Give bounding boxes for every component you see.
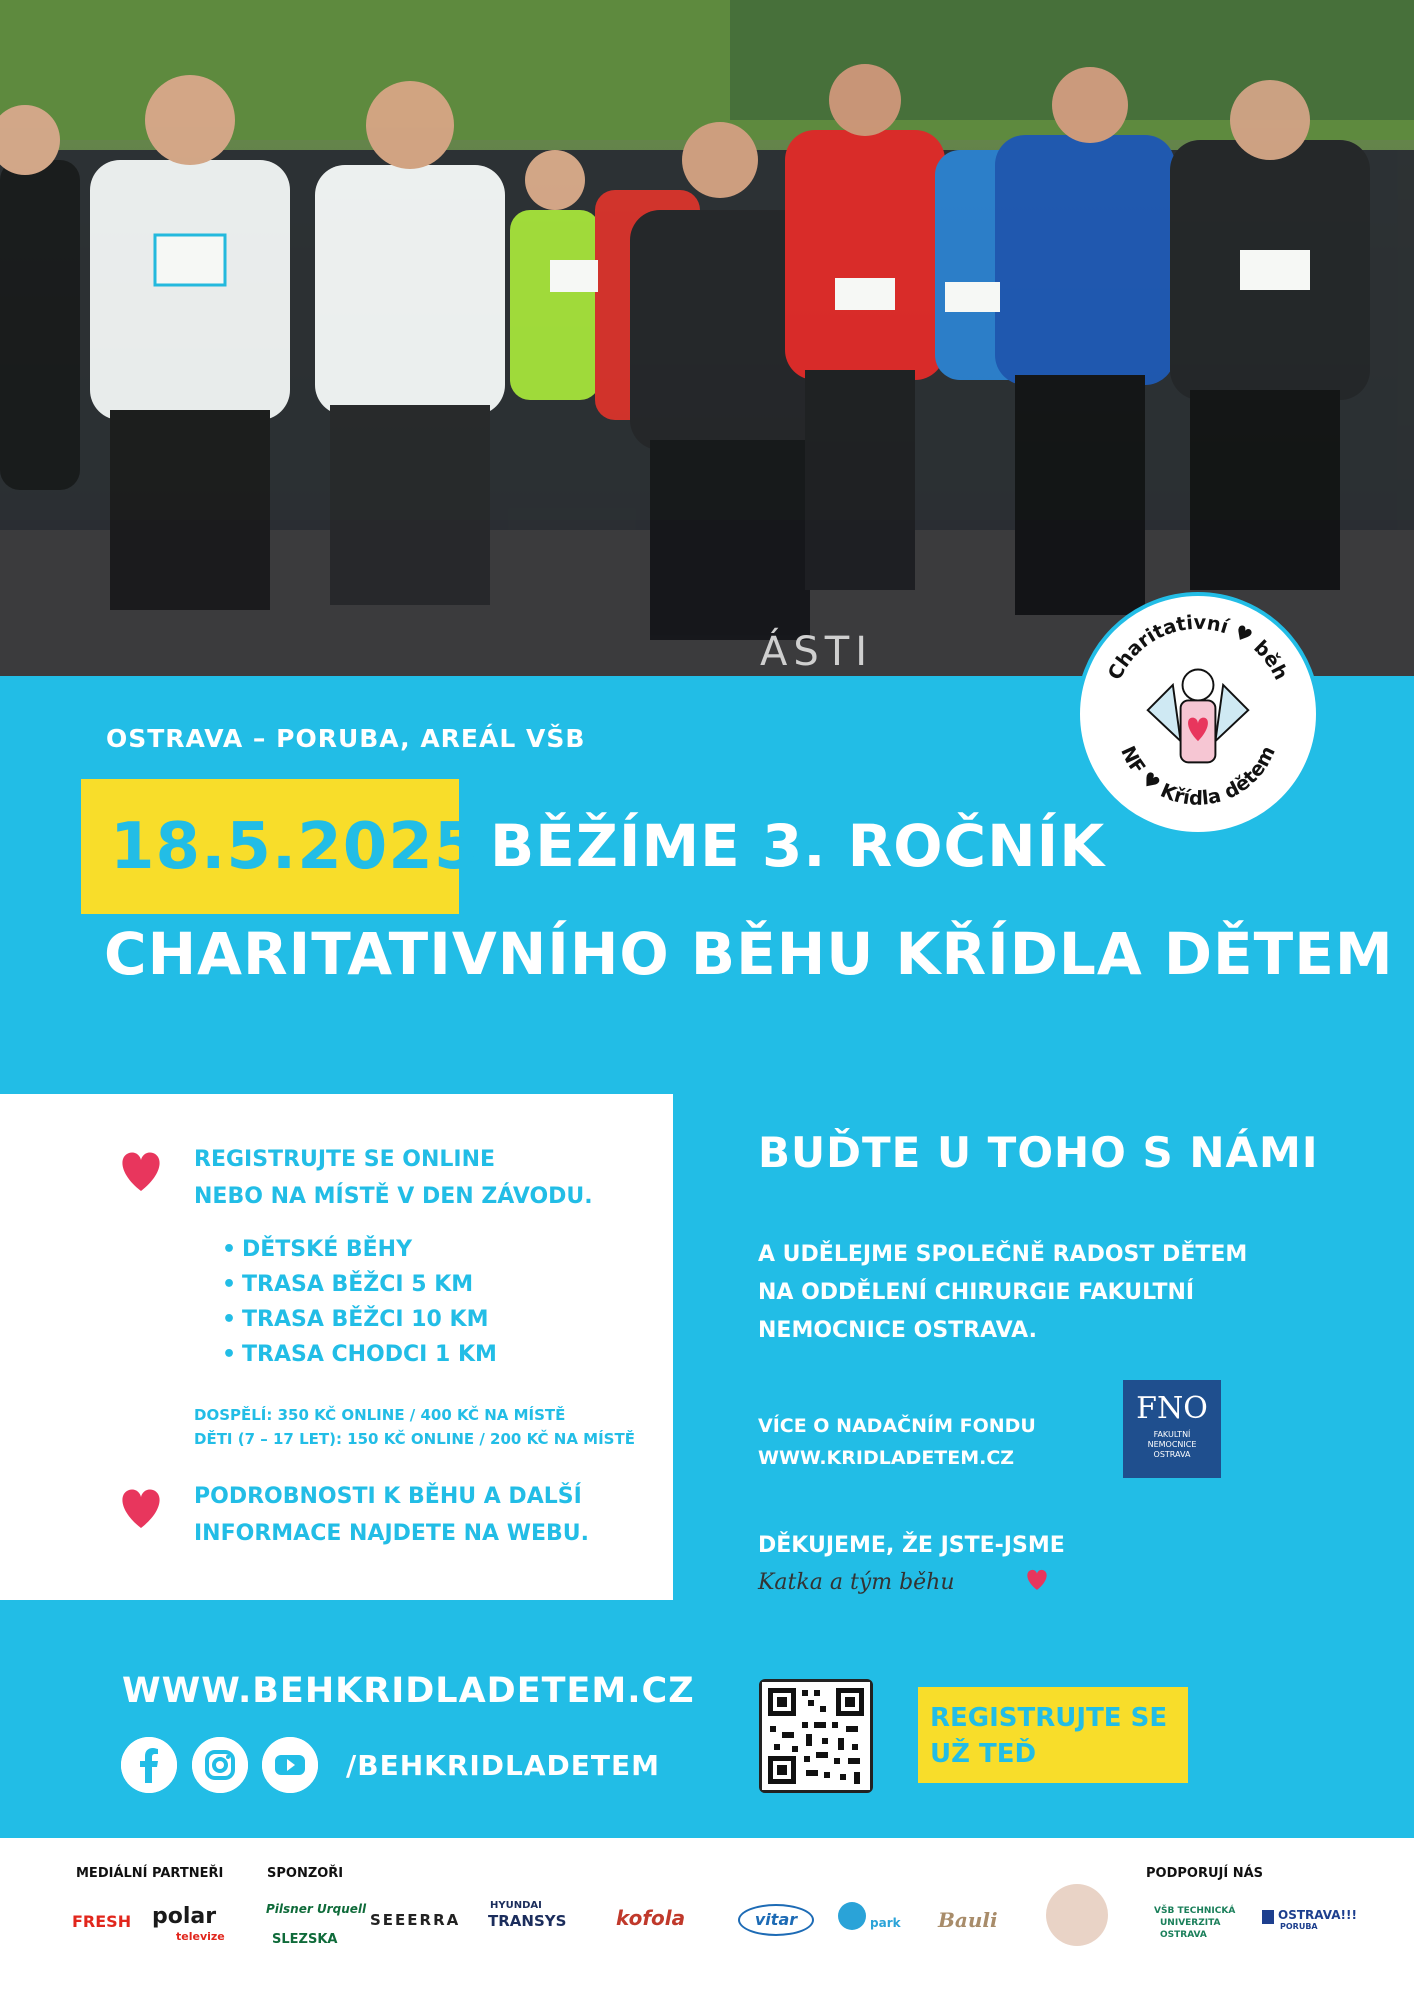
list-item: • DĚTSKÉ BĚHY <box>222 1232 497 1267</box>
join-text-line-3: NEMOCNICE OSTRAVA. <box>758 1318 1037 1343</box>
headline-line-2: CHARITATIVNÍHO BĚHU KŘÍDLA DĚTEM <box>104 920 1394 988</box>
register-now-label[interactable] <box>930 1700 1180 1772</box>
sponsor-logo-sub: TRANSYS <box>488 1912 567 1930</box>
details-line-1: PODROBNOSTI K BĚHU A DALŠÍ <box>194 1484 582 1509</box>
website-link[interactable]: WWW.BEHKRIDLADETEM.CZ <box>122 1671 695 1711</box>
sponsors-label: SPONZOŘI <box>267 1866 344 1881</box>
hospital-logo-caption <box>1123 1426 1221 1460</box>
fund-line-1: VÍCE O NADAČNÍM FONDU <box>758 1415 1036 1437</box>
logo-bottom-text: NF ♥ Křídla dětem <box>1116 742 1280 810</box>
thanks-text: DĚKUJEME, ŽE JSTE-JSME <box>758 1533 1065 1558</box>
list-item: • TRASA BĚŽCI 10 KM <box>222 1302 497 1337</box>
sponsor-logo: park <box>870 1916 901 1930</box>
heart-icon <box>1024 1566 1050 1596</box>
hospital-caption-line-3: OSTRAVA <box>1153 1450 1191 1459</box>
join-title: BUĎTE U TOHO S NÁMI <box>758 1128 1319 1177</box>
road-marking: ÁSTI <box>760 629 873 675</box>
supporter-logo: VŠB TECHNICKÁ <box>1154 1906 1236 1916</box>
heart-icon <box>116 1482 166 1532</box>
fund-link[interactable]: WWW.KRIDLADETEM.CZ <box>758 1447 1015 1469</box>
media-partner-logo: FRESH <box>72 1912 132 1931</box>
cta-line-2: UŽ TEĎ <box>930 1739 1037 1769</box>
instagram-icon[interactable] <box>192 1737 248 1793</box>
supporter-logo: UNIVERZITA <box>1160 1918 1221 1928</box>
logo-top-text: Charitativní ♥ běh <box>1103 610 1293 684</box>
social-handle[interactable]: /BEHKRIDLADETEM <box>346 1749 661 1782</box>
join-text-line-1: A UDĚLEJME SPOLEČNĚ RADOST DĚTEM <box>758 1242 1248 1267</box>
supporters-label: PODPORUJÍ NÁS <box>1146 1866 1264 1881</box>
headline-line-1: BĚŽÍME 3. ROČNÍK <box>490 812 1106 880</box>
charity-run-logo <box>1076 592 1320 836</box>
details-line-2: INFORMACE NAJDETE NA WEBU. <box>194 1521 590 1546</box>
sponsor-logo: HYUNDAI <box>490 1900 542 1911</box>
sponsor-logo: Bauli <box>938 1908 998 1932</box>
price-adults: DOSPĚLÍ: 350 KČ ONLINE / 400 KČ NA MÍSTĚ <box>194 1406 566 1424</box>
sponsor-logo: Pilsner Urquell <box>266 1902 367 1916</box>
event-date: 18.5.2025 <box>110 810 480 884</box>
hospital-caption-line-2: NEMOCNICE <box>1147 1440 1197 1449</box>
media-partners-label: MEDIÁLNÍ PARTNEŘI <box>76 1866 224 1881</box>
youtube-icon[interactable] <box>262 1737 318 1793</box>
hospital-logo <box>1123 1380 1221 1478</box>
hospital-caption-line-1: FAKULTNÍ <box>1153 1430 1191 1439</box>
supporter-logo-sub: PORUBA <box>1280 1922 1318 1931</box>
sponsor-logo-sub: SLEZSKA <box>272 1932 338 1947</box>
media-partner-logo-sub: televize <box>176 1930 225 1943</box>
list-item: • TRASA BĚŽCI 5 KM <box>222 1267 497 1302</box>
supporter-logo: OSTRAVA <box>1160 1930 1207 1940</box>
hospital-logo-mark: FNO <box>1136 1391 1208 1426</box>
supporter-logo: OSTRAVA!!! <box>1278 1908 1357 1922</box>
hero-photo <box>0 0 1414 676</box>
sponsor-logo: kofola <box>616 1906 686 1930</box>
join-text <box>758 1236 1318 1350</box>
sponsor-logo: SEEERRA <box>370 1911 461 1929</box>
qr-code[interactable] <box>759 1679 873 1793</box>
price-children: DĚTI (7 – 17 LET): 150 KČ ONLINE / 200 KČ NA MÍSTĚ <box>194 1430 635 1448</box>
list-item: • TRASA CHODCI 1 KM <box>222 1337 497 1372</box>
signature: Katka a tým běhu <box>758 1570 955 1595</box>
runners-start-photo <box>0 0 1414 676</box>
details-info <box>194 1478 634 1552</box>
sponsor-logo: vitar <box>738 1904 814 1936</box>
city-coat-of-arms <box>1262 1910 1274 1924</box>
price-info <box>194 1403 664 1451</box>
registration-line-2: NEBO NA MÍSTĚ V DEN ZÁVODU. <box>194 1184 593 1209</box>
facebook-icon[interactable] <box>121 1737 177 1793</box>
route-list <box>222 1232 497 1372</box>
registration-line-1: REGISTRUJTE SE ONLINE <box>194 1147 496 1172</box>
jojo-park-logo-mark <box>838 1902 866 1930</box>
partner-badge-logo <box>1046 1884 1108 1946</box>
registration-info <box>194 1141 634 1215</box>
join-text-line-2: NA ODDĚLENÍ CHIRURGIE FAKULTNÍ <box>758 1280 1195 1305</box>
media-partner-logo: polar <box>152 1904 217 1929</box>
event-location: OSTRAVA – PORUBA, AREÁL VŠB <box>106 724 586 753</box>
heart-icon <box>116 1145 166 1195</box>
fund-info <box>758 1410 1036 1474</box>
cta-line-1: REGISTRUJTE SE <box>930 1703 1168 1733</box>
